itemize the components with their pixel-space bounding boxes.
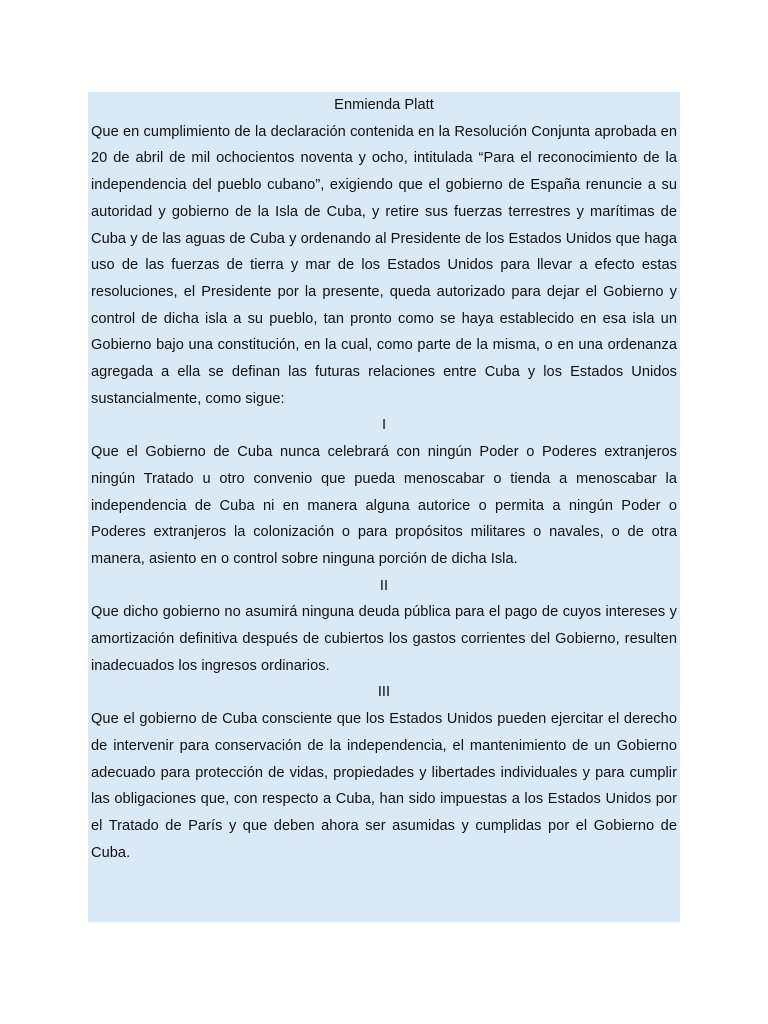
article-numeral: II [379, 577, 389, 594]
article-text: Que dicho gobierno no asumirá ninguna deuda pública para el pago de cuyos intereses y amortización definitiva después de cubiertos los gastos corrientes del Gobierno, resulten inadecuados los ingresos ordinarios. [91, 604, 677, 674]
text-block [88, 92, 680, 922]
article-numeral: I [381, 417, 387, 434]
article-numeral: III [377, 684, 391, 701]
document-title: Enmienda Platt [334, 97, 434, 113]
intro-paragraph: Que en cumplimiento de la declaración contenida en la Resolución Conjunta aprobada en 20 de abril de mil ochocientos noventa y ocho, intitulada “Para el reconocimiento de la independencia del pueblo cubano”, exigiendo que el gobierno de España renuncie a su autoridad y gobierno de la Isla de Cuba, y retire sus fuerzas terrestres y marítimas de Cuba y de las aguas de Cuba y ordenando al Presidente de los Estados Unidos que haga uso de las fuerzas de tierra y mar de los Estados Unidos para llevar a efecto estas resoluciones, el Presidente por la presente, queda autorizado para dejar el Gobierno y control de dicha isla a su pueblo, tan pronto como se haya establecido en esa isla un Gobierno bajo una constitución, en la cual, como parte de la misma, o en una ordenanza agregada a ella se definan las futuras relaciones entre Cuba y los Estados Unidos sustancialmente, como sigue: [91, 123, 677, 407]
article-text: Que el Gobierno de Cuba nunca celebrará con ningún Poder o Poderes extranjeros ningún Tratado u otro convenio que pueda menoscabar o tienda a menoscabar la independencia de Cuba ni en manera alguna autorice o permita a ningún Poder o Poderes extranjeros la colonización o para propósitos militares o navales, o de otra manera, asiento en o control sobre ninguna porción de dicha Isla. [91, 444, 677, 567]
article-text: Que el gobierno de Cuba consciente que los Estados Unidos pueden ejercitar el derecho de intervenir para conservación de la independencia, el mantenimiento de un Gobierno adecuado para protección de vidas, propiedades y libertades individuales y para cumplir las obligaciones que, con respecto a Cuba, han sido impuestas a los Estados Unidos por el Tratado de París y que deben ahora ser asumidas y cumplidas por el Gobierno de Cuba. [91, 711, 677, 861]
